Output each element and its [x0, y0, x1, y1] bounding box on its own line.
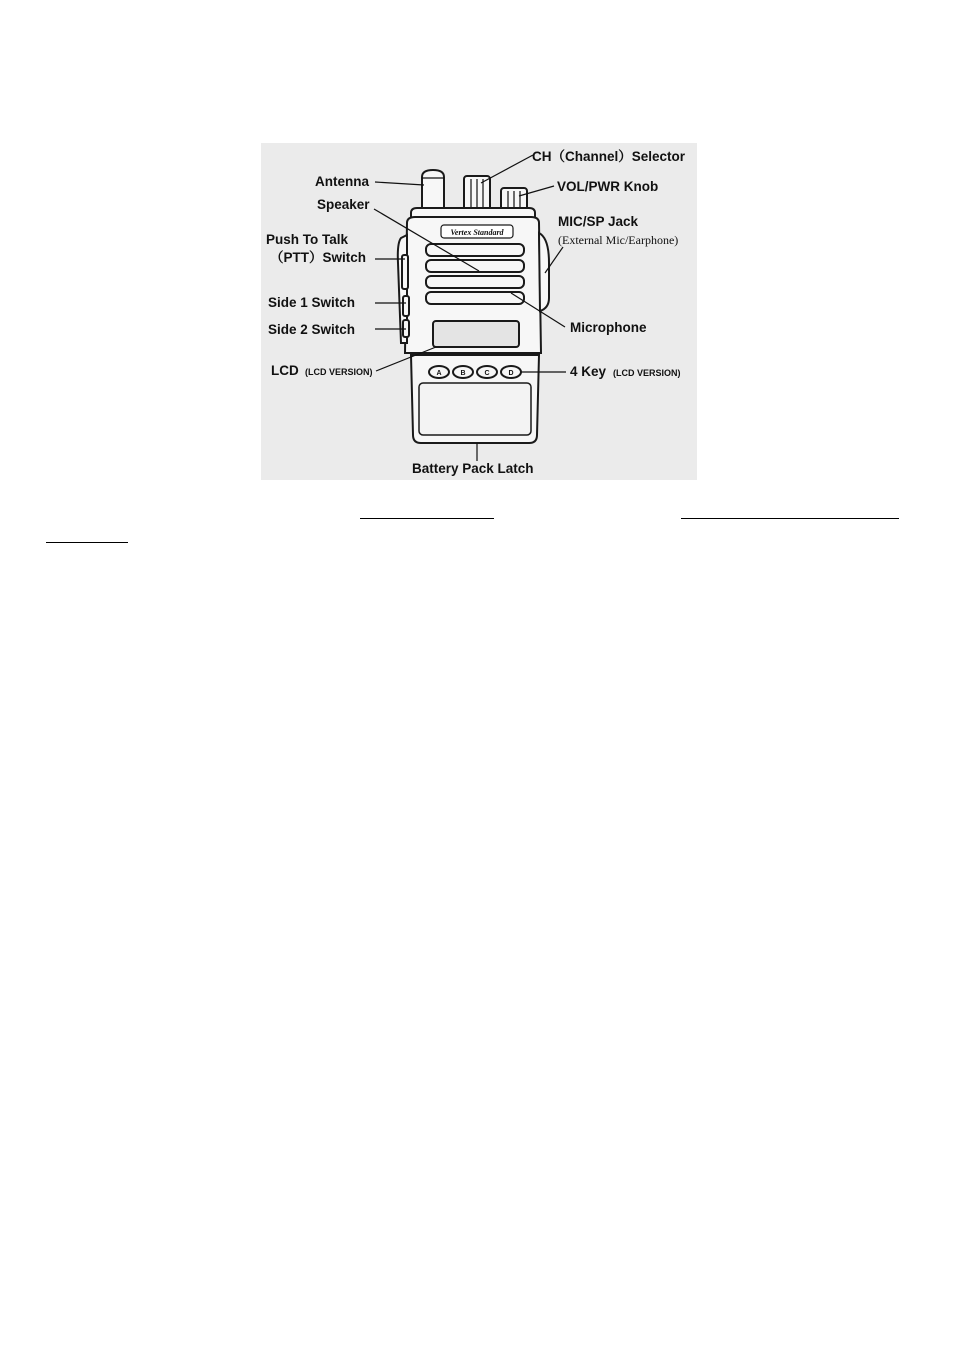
underline-segment	[360, 518, 494, 519]
label-microphone: Microphone	[570, 320, 647, 335]
label-ptt-line1: Push To Talk	[266, 232, 349, 247]
label-side1-switch: Side 1 Switch	[268, 295, 356, 310]
side1-button-shape	[403, 296, 409, 316]
grille-slot	[426, 292, 524, 304]
key-b-label: B	[460, 370, 466, 377]
label-vol-pwr-knob: VOL/PWR Knob	[557, 179, 659, 194]
label-lcd-version: (LCD VERSION)	[305, 367, 373, 377]
grille-slot	[426, 276, 524, 288]
label-mic-sp-jack-sub: (External Mic/Earphone)	[558, 233, 679, 247]
key-d-label: D	[508, 370, 514, 377]
label-lcd: LCD	[271, 363, 299, 378]
mic-jack-cover-shape	[539, 233, 549, 311]
radio-drawing	[398, 170, 549, 443]
key-c-label: C	[484, 370, 490, 377]
ptt-button-shape	[402, 255, 408, 289]
radio-diagram-svg	[261, 143, 697, 480]
underline-segment	[681, 518, 899, 519]
label-antenna: Antenna	[315, 174, 369, 189]
radio-diagram	[261, 143, 697, 480]
lcd-window	[433, 321, 519, 347]
label-channel-selector: CH（Channel）Selector	[532, 149, 686, 164]
antenna-leader	[375, 182, 424, 185]
underline-segment	[46, 542, 128, 543]
label-four-key-version: (LCD VERSION)	[613, 368, 681, 378]
brand-text: Vertex Standard	[450, 228, 504, 237]
battery-window	[419, 383, 531, 435]
label-battery-pack-latch: Battery Pack Latch	[412, 461, 534, 476]
key-a-label: A	[436, 370, 442, 377]
label-speaker: Speaker	[317, 197, 370, 212]
label-four-key: 4 Key	[570, 364, 607, 379]
channel-leader	[481, 155, 533, 183]
grille-slot	[426, 244, 524, 256]
grille-slot	[426, 260, 524, 272]
label-side2-switch: Side 2 Switch	[268, 322, 356, 337]
label-ptt-line2: （PTT）Switch	[270, 250, 367, 265]
label-mic-sp-jack: MIC/SP Jack	[558, 214, 639, 229]
